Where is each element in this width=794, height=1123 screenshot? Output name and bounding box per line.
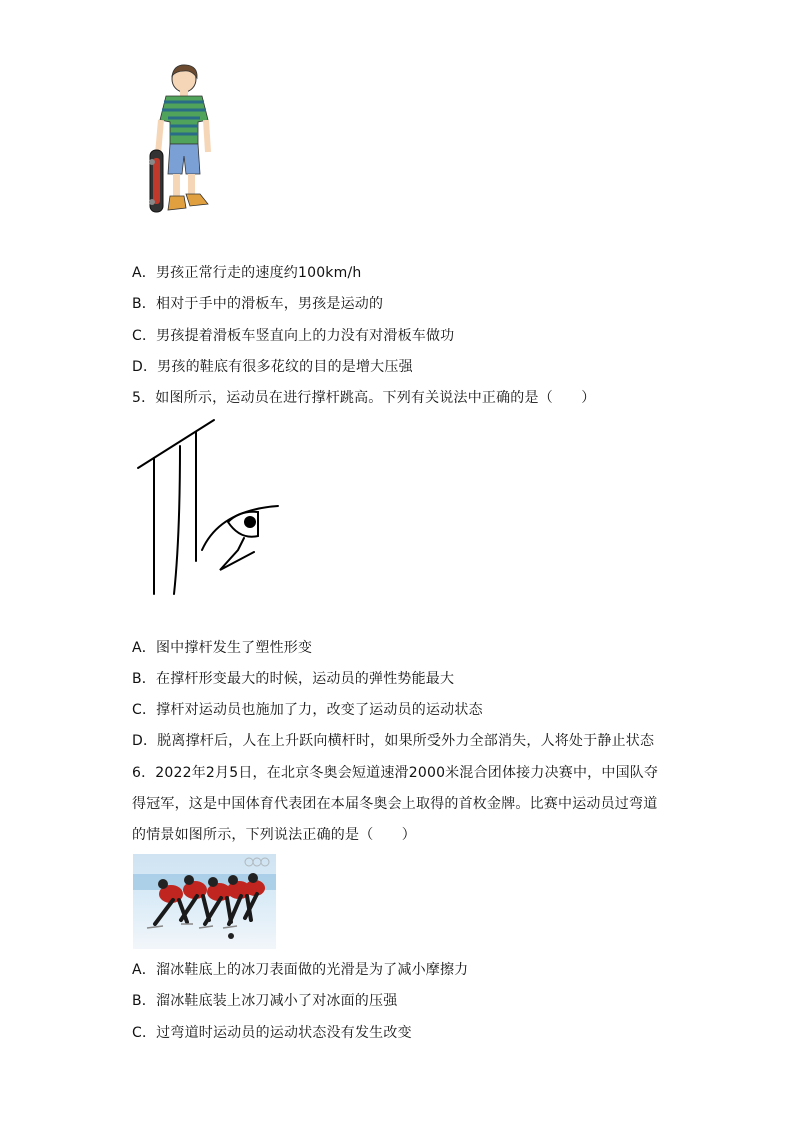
pole-vault-figure	[136, 418, 286, 598]
q6-option-b: B．溜冰鞋底装上冰刀减小了对冰面的压强	[132, 993, 398, 1009]
speed-skaters-photo	[133, 854, 276, 949]
q6-stem-line-3: 的情景如图所示，下列说法正确的是（ ）	[132, 827, 416, 843]
q5-option-b: B．在撑杆形变最大的时候，运动员的弹性势能最大	[132, 671, 455, 687]
q4-option-b: B．相对于手中的滑板车，男孩是运动的	[132, 296, 384, 312]
q5-option-c: C．撑杆对运动员也施加了力，改变了运动员的运动状态	[132, 702, 483, 718]
q4-option-d: D．男孩的鞋底有很多花纹的目的是增大压强	[132, 359, 413, 375]
q4-option-a: A．男孩正常行走的速度约100km/h	[132, 265, 362, 281]
q6-option-a: A．溜冰鞋底上的冰刀表面做的光滑是为了减小摩擦力	[132, 962, 469, 978]
q6-stem-line-1: 6．2022年2月5日，在北京冬奥会短道速滑2000米混合团体接力决赛中，中国队夺	[132, 765, 659, 781]
q6-option-c: C．过弯道时运动员的运动状态没有发生改变	[132, 1025, 412, 1041]
q4-option-c: C．男孩提着滑板车竖直向上的力没有对滑板车做功	[132, 328, 455, 344]
q5-option-d: D．脱离撑杆后，人在上升跃向横杆时，如果所受外力全部消失，人将处于静止状态	[132, 733, 655, 749]
boy-skateboard-figure	[148, 62, 218, 222]
q5-option-a: A．图中撑杆发生了塑性形变	[132, 640, 313, 656]
q5-stem: 5．如图所示，运动员在进行撑杆跳高。下列有关说法中正确的是（ ）	[132, 390, 596, 406]
q6-stem-line-2: 得冠军，这是中国体育代表团在本届冬奥会上取得的首枚金牌。比赛中运动员过弯道	[132, 796, 658, 812]
